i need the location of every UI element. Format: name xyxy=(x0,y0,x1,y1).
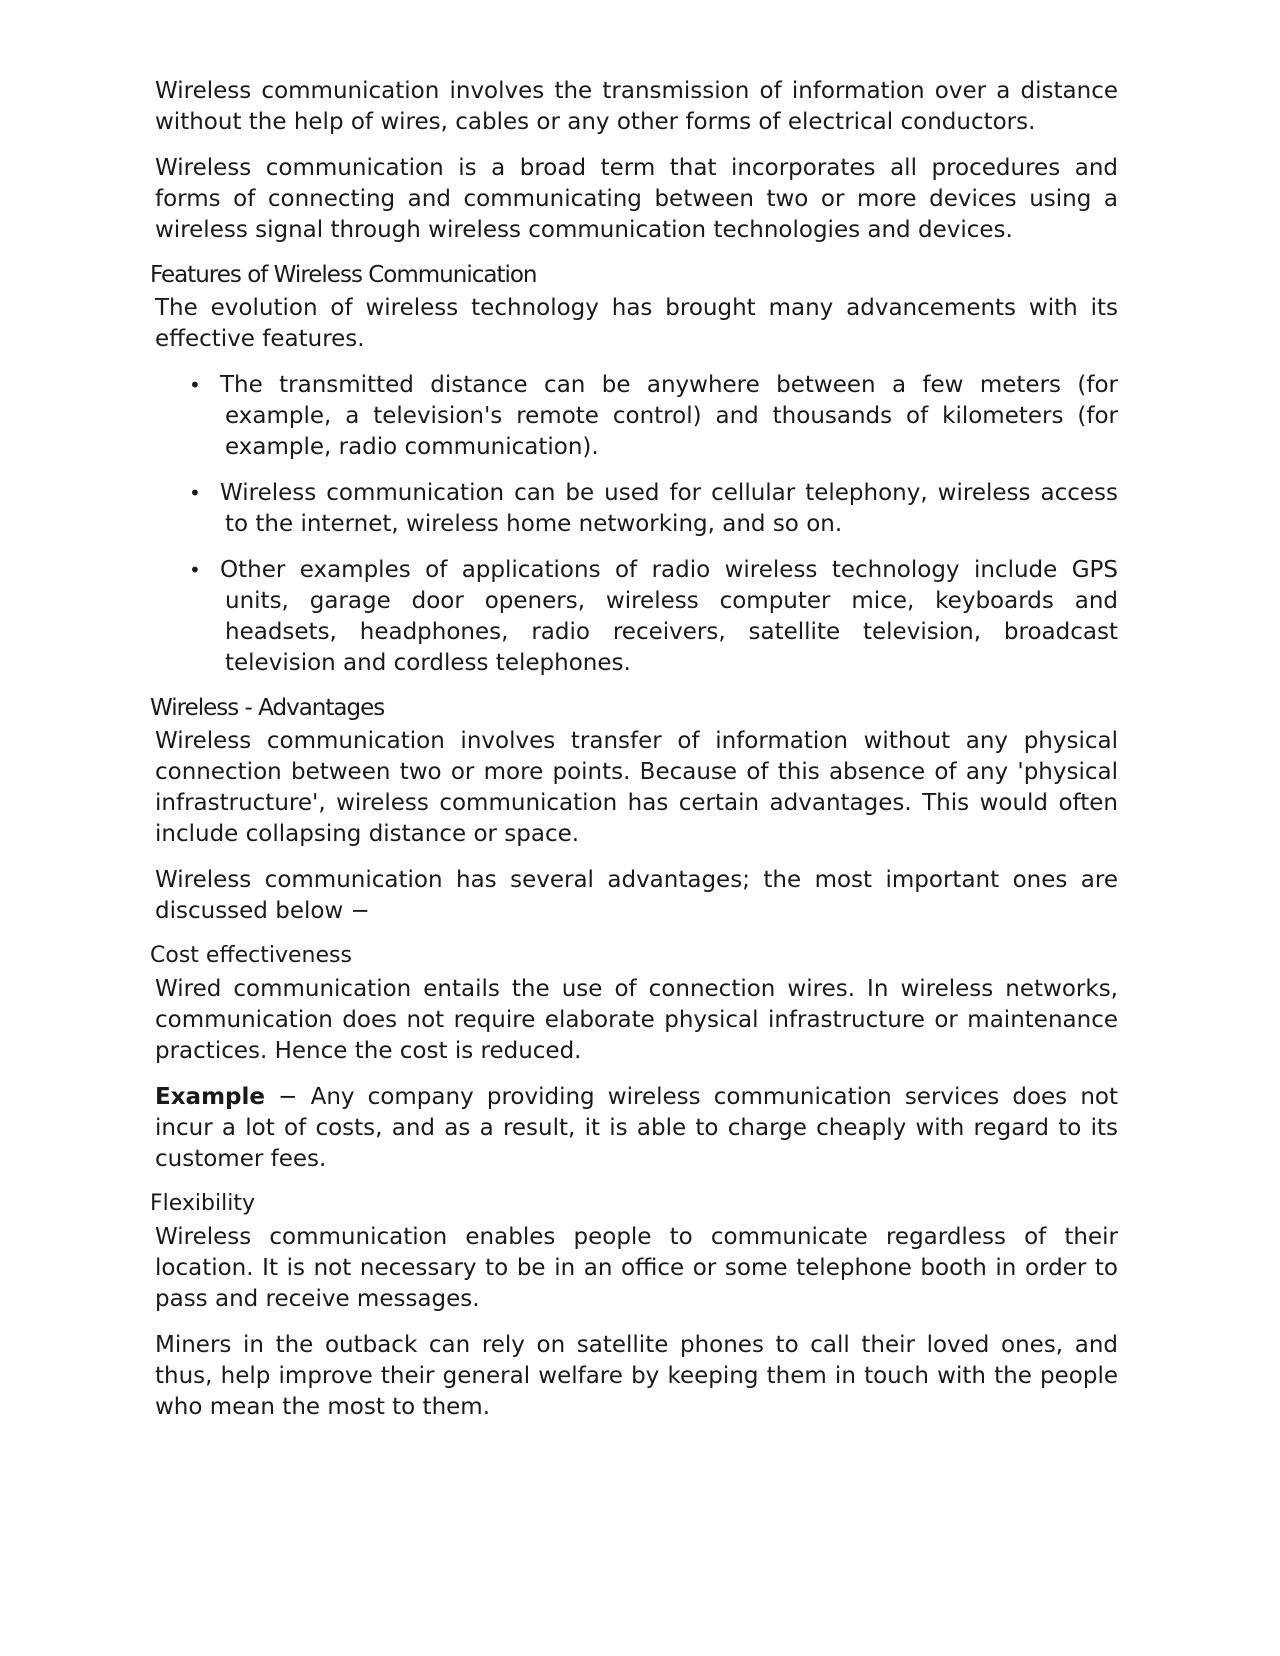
features-list xyxy=(155,370,1118,679)
bullet-icon: • xyxy=(189,558,201,582)
cost-paragraph: Wired communication entails the use of connection wires. In wireless networks, communication does not require elaborate physical infrastructure or maintenance practices. Hence the cost is reduced. xyxy=(155,976,1118,1064)
flexibility-paragraph-1: Wireless communication enables people to communicate regardless of their location. It is not necessary to be in an office or some telephone booth in order to pass and receive messages. xyxy=(155,1224,1118,1312)
intro-paragraph-2: Wireless communication is a broad term that incorporates all procedures and forms of connecting and communicating between two or more devices using a wireless signal through wireless communication technologies and devices. xyxy=(155,155,1118,243)
bullet-icon: • xyxy=(189,373,201,397)
bullet-icon: • xyxy=(189,481,201,505)
advantages-paragraph-1: Wireless communication involves transfer of information without any physical connection between two or more points. Because of this absence of any 'physical infrastructure', wireless communication has certain advantages. This would often include collapsing distance or space. xyxy=(155,728,1118,847)
advantages-heading: Wireless - Advantages xyxy=(150,695,385,721)
list-item-text: The transmitted distance can be anywhere between a few meters (for example, a television's remote control) and thousands of kilometers (for example, radio communication). xyxy=(220,372,1118,460)
features-heading: Features of Wireless Communication xyxy=(150,262,537,288)
list-item-text: Wireless communication can be used for cellular telephony, wireless access to the internet, wireless home networking, and so on. xyxy=(220,480,1118,537)
features-intro: The evolution of wireless technology has brought many advancements with its effective features. xyxy=(155,295,1118,352)
list-item xyxy=(189,555,1118,679)
cost-heading: Cost effectiveness xyxy=(150,943,352,968)
list-item xyxy=(189,370,1118,463)
example-label: Example xyxy=(155,1084,265,1110)
flexibility-heading: Flexibility xyxy=(150,1191,255,1216)
flexibility-paragraph-2: Miners in the outback can rely on satellite phones to call their loved ones, and thus, help improve their general welfare by keeping them in touch with the people who mean the most to them. xyxy=(155,1332,1118,1420)
list-item-text: Other examples of applications of radio wireless technology include GPS units, garage door openers, wireless computer mice, keyboards and headsets, headphones, radio receivers, satellite television, broadcast television and cordless telephones. xyxy=(220,557,1118,676)
cost-example-paragraph xyxy=(155,1082,1118,1175)
intro-paragraph-1: Wireless communication involves the transmission of information over a distance without the help of wires, cables or any other forms of electrical conductors. xyxy=(155,78,1118,135)
list-item xyxy=(189,478,1118,540)
document-page xyxy=(150,76,1118,1438)
example-text: − Any company providing wireless communication services does not incur a lot of costs, and as a result, it is able to charge cheaply with regard to its customer fees. xyxy=(155,1084,1118,1172)
advantages-paragraph-2: Wireless communication has several advantages; the most important ones are discussed below − xyxy=(155,867,1118,924)
